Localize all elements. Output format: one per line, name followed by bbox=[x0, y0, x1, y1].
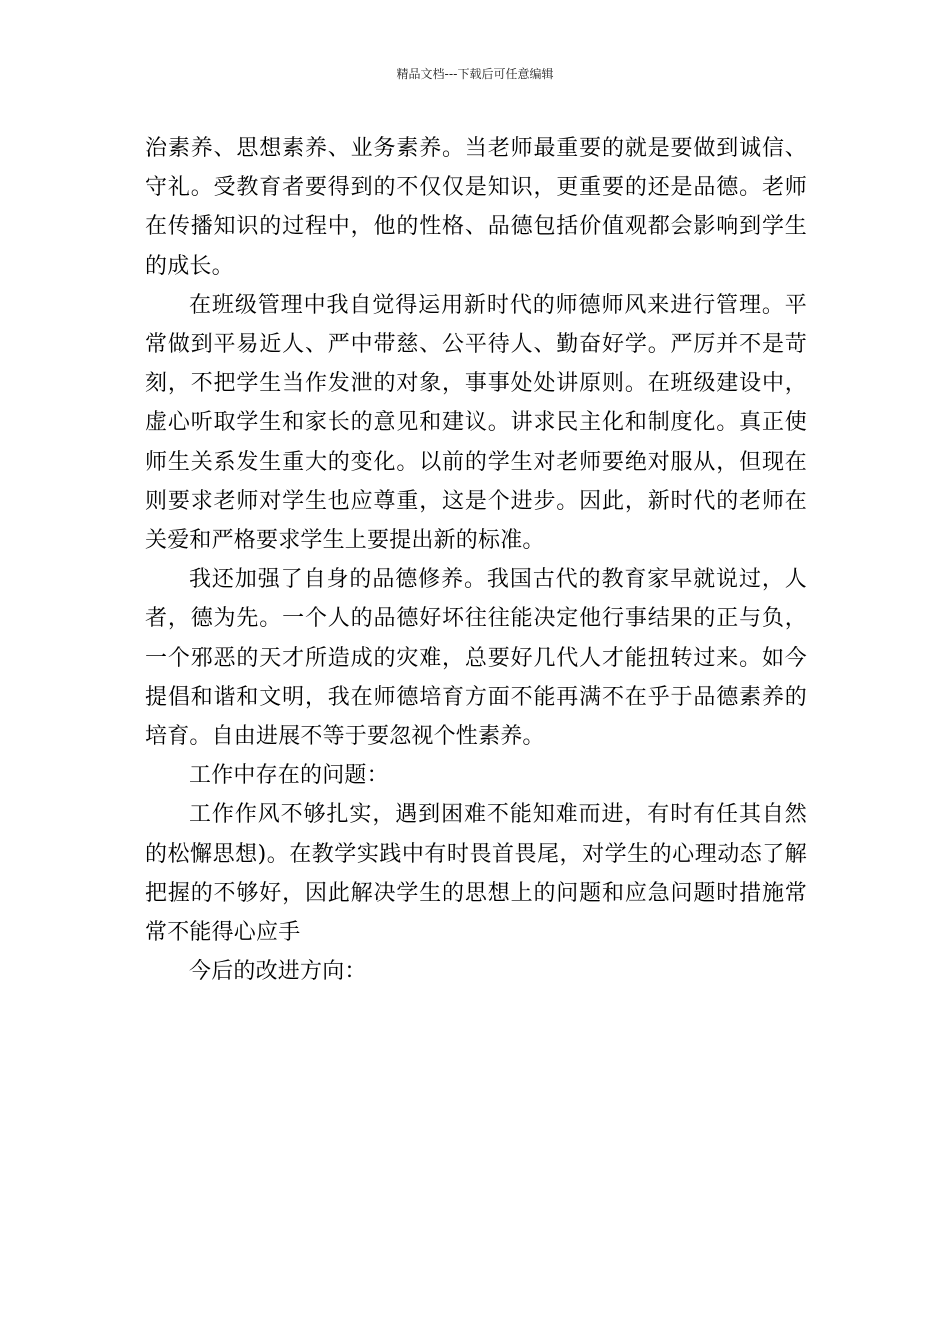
paragraph-continuation: 治素养、思想素养、业务素养。当老师最重要的就是要做到诚信、守礼。受教育者要得到的不仅仅是知识，更重要的还是品德。老师在传播知识的过程中，他的性格、品德包括价值观都会影响到学生的成长。 bbox=[145, 136, 807, 279]
paragraph-problems: 工作作风不够扎实，遇到困难不能知难而进，有时有任其自然的松懈思想)。在教学实践中有时畏首畏尾，对学生的心理动态了解把握的不够好，因此解决学生的思想上的问题和应急问题时措施常常不能得心应手 bbox=[145, 802, 807, 946]
page-header: 精品文档---下载后可任意编辑 bbox=[396, 67, 554, 81]
paragraph-class-management: 在班级管理中我自觉得运用新时代的师德师风来进行管理。平常做到平易近人、严中带慈、公平待人、勤奋好学。严厉并不是苛刻，不把学生当作发泄的对象，事事处处讲原则。在班级建设中，虚心听取学生和家长的意见和建议。讲求民主化和制度化。真正使师生关系发生重大的变化。以前的学生对老师要绝对服从，但现在则要求老师对学生也应尊重，这是个进步。因此，新时代的老师在关爱和严格要求学生上要提出新的标准。 bbox=[145, 292, 807, 554]
heading-existing-problems: 工作中存在的问题： bbox=[189, 763, 389, 789]
paragraph-moral-cultivation: 我还加强了自身的品德修养。我国古代的教育家早就说过，人者，德为先。一个人的品德好坏往往能决定他行事结果的正与负，一个邪恶的天才所造成的灾难，总要好几代人才能扭转过来。如今提倡和谐和文明，我在师德培育方面不能再满不在乎于品德素养的培育。自由进展不等于要忽视个性素养。 bbox=[145, 567, 807, 750]
document-body bbox=[145, 129, 807, 991]
heading-improvement-direction: 今后的改进方向： bbox=[189, 959, 367, 985]
